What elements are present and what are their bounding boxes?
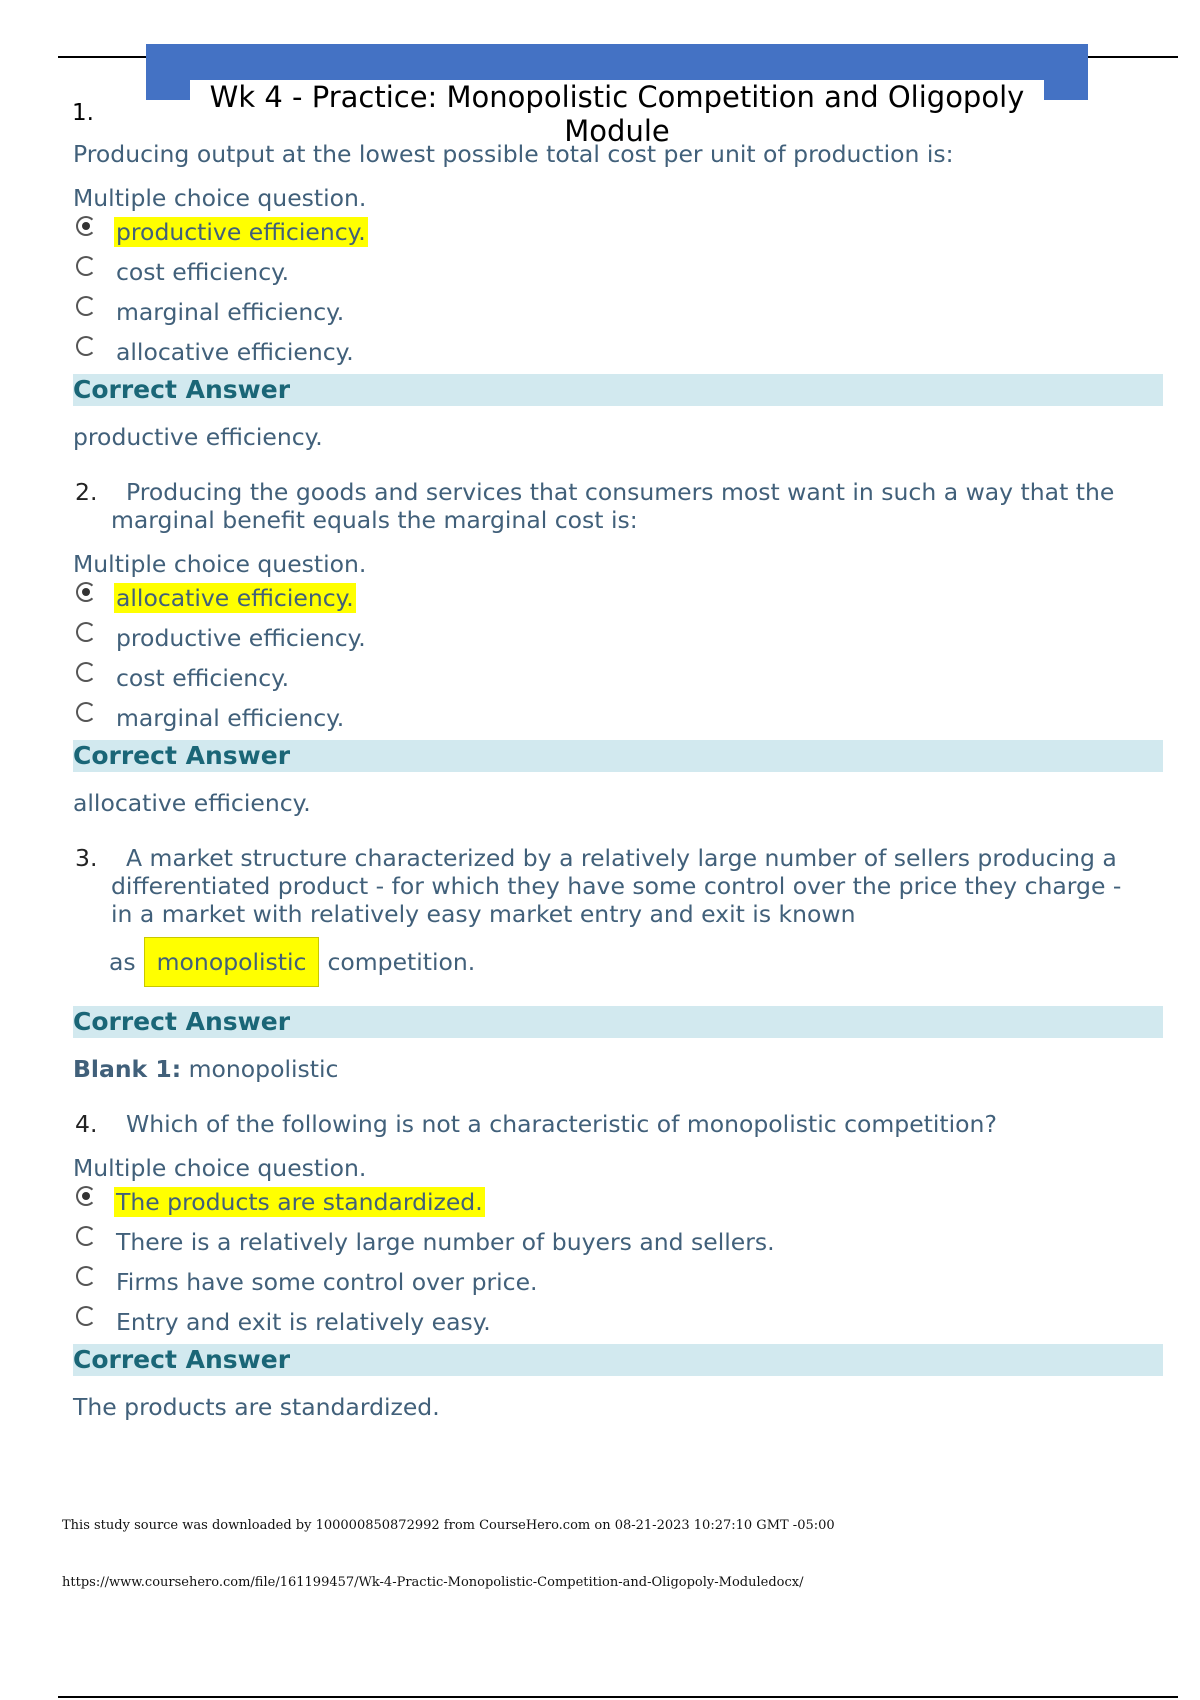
- q4-option[interactable]: The products are standardized.: [73, 1182, 1163, 1222]
- q4-correct-answer-header: Correct Answer: [73, 1344, 1163, 1376]
- q1-text: Producing output at the lowest possible total cost per unit of production is:: [73, 140, 954, 168]
- quiz-content: [73, 140, 1163, 1422]
- q2-answer: allocative efficiency.: [73, 789, 311, 817]
- radio-icon[interactable]: [76, 702, 96, 722]
- q1-number: 1.: [72, 100, 94, 126]
- q3-answer: Blank 1: monopolistic: [73, 1055, 339, 1083]
- radio-selected-icon[interactable]: [76, 216, 96, 236]
- radio-icon[interactable]: [76, 622, 96, 642]
- q4-text: 4. Which of the following is not a characteristic of monopolistic competition?: [75, 1110, 997, 1138]
- q2-type-label: Multiple choice question.: [73, 550, 367, 578]
- q3-text: 3. A market structure characterized by a relatively large number of sellers producing a differentiated product - for which they have some control over the price they charge - in a market with relatively easy market entry and exit is known: [75, 844, 1122, 928]
- q2-option[interactable]: allocative efficiency.: [73, 578, 1163, 618]
- q1-type-label: Multiple choice question.: [73, 184, 367, 212]
- title-line-1: Wk 4 - Practice: Monopolistic Competition and Oligopoly: [209, 80, 1025, 114]
- q4-option[interactable]: Entry and exit is relatively easy.: [73, 1302, 1163, 1342]
- q2-option[interactable]: marginal efficiency.: [73, 698, 1163, 738]
- q2-option[interactable]: productive efficiency.: [73, 618, 1163, 658]
- q4-answer: The products are standardized.: [73, 1393, 440, 1421]
- download-note: This study source was downloaded by 100000850872992 from CourseHero.com on 08-21-2023 10:27:10 GMT -05:00: [62, 1518, 835, 1533]
- q4-type-label: Multiple choice question.: [73, 1154, 367, 1182]
- radio-selected-icon[interactable]: [76, 1186, 96, 1206]
- source-url[interactable]: https://www.coursehero.com/file/161199457/Wk-4-Practic-Monopolistic-Competition-and-Oligopoly-Moduledocx/: [62, 1575, 804, 1590]
- q2-option[interactable]: cost efficiency.: [73, 658, 1163, 698]
- q3-fill-in-line: as monopolistic competition.: [109, 936, 1163, 988]
- q1-option[interactable]: productive efficiency.: [73, 212, 1163, 252]
- radio-icon[interactable]: [76, 256, 96, 276]
- q2-text: 2. Producing the goods and services that consumers most want in such a way that the marginal benefit equals the marginal cost is:: [75, 478, 1115, 534]
- radio-icon[interactable]: [76, 336, 96, 356]
- q4-option[interactable]: There is a relatively large number of buyers and sellers.: [73, 1222, 1163, 1262]
- radio-selected-icon[interactable]: [76, 582, 96, 602]
- q4-option[interactable]: Firms have some control over price.: [73, 1262, 1163, 1302]
- q3-correct-answer-header: Correct Answer: [73, 1006, 1163, 1038]
- radio-icon[interactable]: [76, 1226, 96, 1246]
- q2-correct-answer-header: Correct Answer: [73, 740, 1163, 772]
- q3-blank-input[interactable]: monopolistic: [144, 937, 320, 987]
- radio-icon[interactable]: [76, 1266, 96, 1286]
- radio-icon[interactable]: [76, 1306, 96, 1326]
- page-title: [190, 80, 1044, 148]
- radio-icon[interactable]: [76, 296, 96, 316]
- q1-answer: productive efficiency.: [73, 423, 323, 451]
- q1-option[interactable]: cost efficiency.: [73, 252, 1163, 292]
- radio-icon[interactable]: [76, 662, 96, 682]
- q1-option[interactable]: marginal efficiency.: [73, 292, 1163, 332]
- bottom-rule: [58, 1696, 1178, 1698]
- q1-option[interactable]: allocative efficiency.: [73, 332, 1163, 372]
- title-line-2: Module: [564, 114, 670, 148]
- q1-correct-answer-header: Correct Answer: [73, 374, 1163, 406]
